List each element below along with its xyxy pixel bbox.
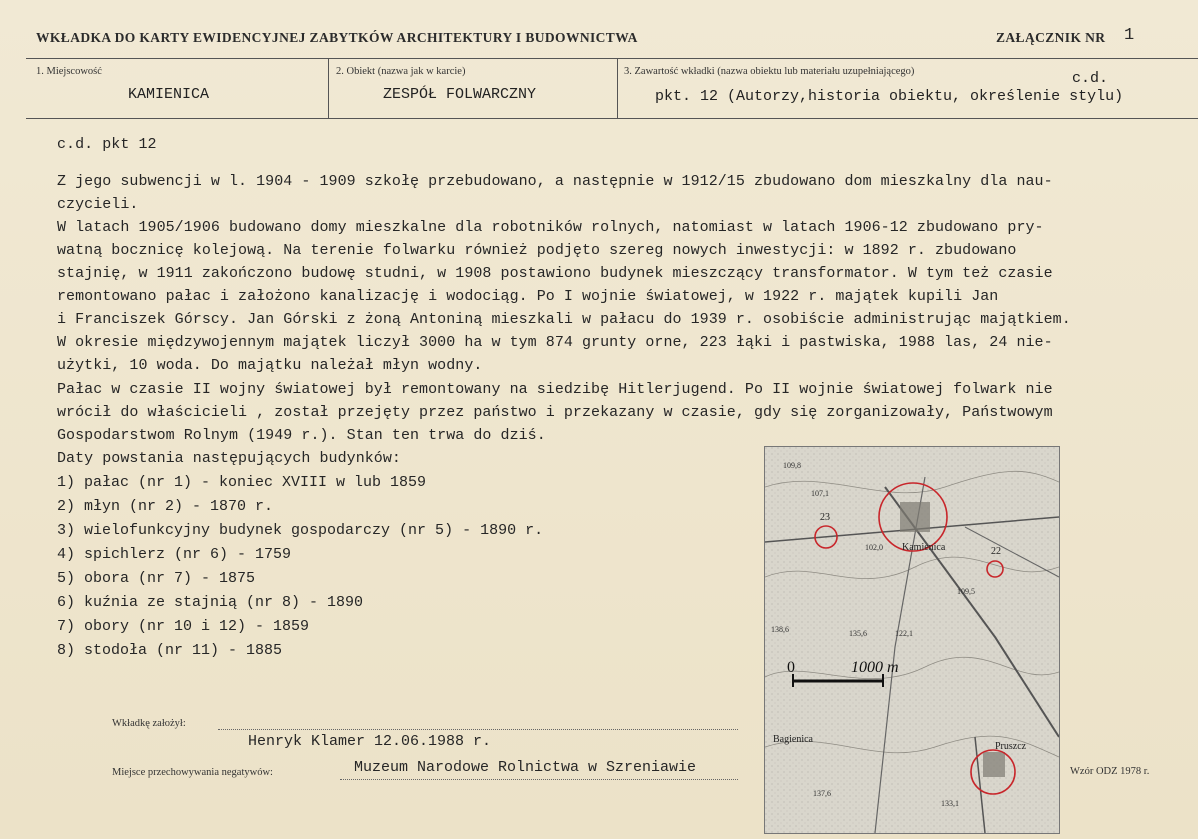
list-item: 6) kuźnia ze stajnią (nr 8) - 1890 bbox=[57, 594, 364, 611]
body-line: Gospodarstwom Rolnym (1949 r.). Stan ten trwa do dziś. bbox=[57, 427, 546, 444]
scale-zero: 0 bbox=[787, 659, 795, 676]
map-town-label: Kamienica bbox=[902, 542, 946, 553]
body-line: i Franciszek Górscy. Jan Górski z żoną Antoniną mieszkali w pałacu do 1939 r. osobiście administrując majątkiem. bbox=[57, 311, 1071, 328]
map-height: 135,6 bbox=[849, 629, 867, 638]
contents-cd: c.d. bbox=[1072, 70, 1109, 87]
made-by-line bbox=[218, 729, 738, 730]
contents-label: 3. Zawartość wkładki (nazwa obiektu lub materiału uzupełniającego) bbox=[624, 66, 915, 77]
list-item: 5) obora (nr 7) - 1875 bbox=[57, 570, 256, 587]
section-heading: c.d. pkt 12 bbox=[57, 136, 157, 153]
map-height: 122,1 bbox=[895, 629, 913, 638]
list-item: 4) spichlerz (nr 6) - 1759 bbox=[57, 546, 292, 563]
body-line: użytki, 10 woda. Do majątku należał młyn wodny. bbox=[57, 357, 483, 374]
body-line: stajnię, w 1911 zakończono budowę studni, w 1908 postawiono budynek mieszczący transformator. W tym też czasie bbox=[57, 265, 1053, 282]
card-title: WKŁADKA DO KARTY EWIDENCYJNEJ ZABYTKÓW ARCHITEKTURY I BUDOWNICTWA bbox=[36, 30, 638, 45]
map-height: 133,1 bbox=[941, 799, 959, 808]
list-item: 2) młyn (nr 2) - 1870 r. bbox=[57, 498, 274, 515]
storage-label: Miejsce przechowywania negatywów: bbox=[112, 767, 273, 778]
map-marker-label: 23 bbox=[820, 512, 830, 523]
attachment-label: ZAŁĄCZNIK NR bbox=[996, 30, 1106, 45]
body-line: watną bocznicę kolejową. Na terenie folwarku również podjęto szereg nowych inwestycji: w 1892 r. zbudowano bbox=[57, 242, 1017, 259]
body-line: W latach 1905/1906 budowano domy mieszkalne dla robotników rolnych, natomiast w latach 1906-12 zbudowano pry- bbox=[57, 219, 1044, 236]
map-height: 109,5 bbox=[957, 587, 975, 596]
divider-field-1 bbox=[328, 58, 329, 118]
divider-bottom bbox=[26, 118, 1198, 119]
map-village-label: Pruszcz bbox=[995, 741, 1027, 752]
form-model-label: Wzór ODZ 1978 r. bbox=[1070, 766, 1150, 777]
divider-field-2 bbox=[617, 58, 618, 118]
map-height: 137,6 bbox=[813, 789, 831, 798]
map-drawing bbox=[765, 447, 1059, 833]
list-item: 7) obory (nr 10 i 12) - 1859 bbox=[57, 618, 310, 635]
list-item: 1) pałac (nr 1) - koniec XVIII w lub 1859 bbox=[57, 474, 427, 491]
made-by-value: Henryk Klamer 12.06.1988 r. bbox=[248, 733, 492, 750]
body-line: Pałac w czasie II wojny światowej był remontowany na siedzibę Hitlerjugend. Po II wojnie światowej folwark nie bbox=[57, 381, 1053, 398]
location-map bbox=[764, 446, 1060, 834]
made-by-label: Wkładkę założył: bbox=[112, 718, 186, 729]
list-item: 3) wielofunkcyjny budynek gospodarczy (nr 5) - 1890 r. bbox=[57, 522, 544, 539]
storage-line bbox=[340, 779, 738, 780]
locality-label: 1. Miejscowość bbox=[36, 66, 102, 77]
object-value: ZESPÓŁ FOLWARCZNY bbox=[383, 86, 537, 103]
map-height: 138,6 bbox=[771, 625, 789, 634]
body-line: W okresie międzywojennym majątek liczył 3000 ha w tym 874 grunty orne, 223 łąki i pastwiska, 1988 las, 24 nie- bbox=[57, 334, 1053, 351]
map-height: 102,0 bbox=[865, 543, 883, 552]
scale-label: 1000 m bbox=[851, 659, 899, 676]
storage-value: Muzeum Narodowe Rolnictwa w Szreniawie bbox=[354, 759, 697, 776]
attachment-number: 1 bbox=[1124, 26, 1135, 45]
map-height: 109,8 bbox=[783, 461, 801, 470]
map-village-label: Bagienica bbox=[773, 734, 813, 745]
body-line: remontowano pałac i założono kanalizację i wodociąg. Po I wojnie światowej, w 1922 r. majątek kupili Jan bbox=[57, 288, 999, 305]
body-line: Z jego subwencji w l. 1904 - 1909 szkołę przebudowano, a następnie w 1912/15 zbudowano dom mieszkalny dla nau- bbox=[57, 173, 1053, 190]
object-label: 2. Obiekt (nazwa jak w karcie) bbox=[336, 66, 466, 77]
body-line: Daty powstania następujących budynków: bbox=[57, 450, 401, 467]
body-line: czycieli. bbox=[57, 196, 139, 213]
list-item: 8) stodoła (nr 11) - 1885 bbox=[57, 642, 283, 659]
body-line: wrócił do właścicieli , został przejęty przez państwo i przekazany w czasie, gdy się zorganizowały, Państwowym bbox=[57, 404, 1053, 421]
divider-top bbox=[26, 58, 1198, 59]
locality-value: KAMIENICA bbox=[128, 86, 210, 103]
contents-value: pkt. 12 (Autorzy,historia obiektu, określenie stylu) bbox=[655, 88, 1124, 105]
map-height: 107,1 bbox=[811, 489, 829, 498]
map-marker-label: 22 bbox=[991, 546, 1001, 557]
